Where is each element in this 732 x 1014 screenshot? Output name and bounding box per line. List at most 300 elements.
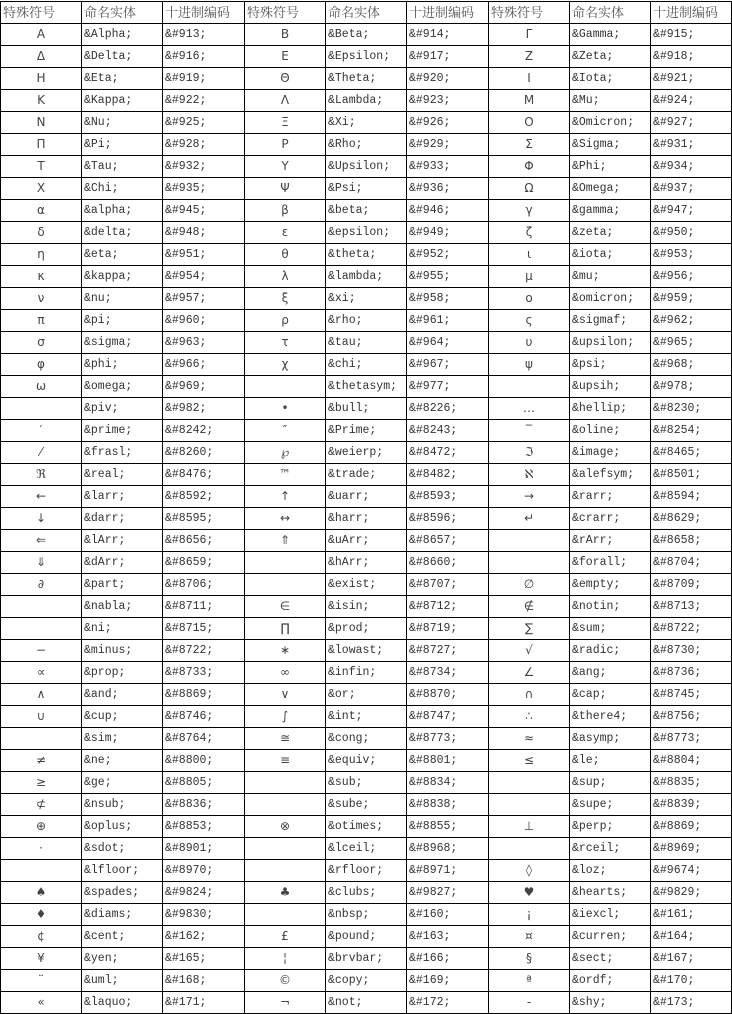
symbol-cell: ς xyxy=(489,310,570,332)
entity-name-cell: &sube; xyxy=(326,794,407,816)
decimal-code-cell: &#8501; xyxy=(651,464,732,486)
symbol-cell: ≤ xyxy=(489,750,570,772)
decimal-code-cell: &#8727; xyxy=(407,640,489,662)
entity-name-cell: &real; xyxy=(82,464,163,486)
entity-name-cell: &iota; xyxy=(570,244,651,266)
entity-name-cell: &pi; xyxy=(82,310,163,332)
decimal-code-cell: &#933; xyxy=(407,156,489,178)
entity-name-cell: &darr; xyxy=(82,508,163,530)
decimal-code-cell: &#937; xyxy=(651,178,732,200)
entity-name-cell: &oline; xyxy=(570,420,651,442)
entity-name-cell: &sum; xyxy=(570,618,651,640)
entity-name-cell: &bull; xyxy=(326,398,407,420)
entity-table xyxy=(0,1,732,1014)
decimal-code-cell: &#922; xyxy=(163,90,245,112)
symbol-cell: Ι xyxy=(489,68,570,90)
entity-name-cell: &part; xyxy=(82,574,163,596)
entity-name-cell: &sdot; xyxy=(82,838,163,860)
decimal-code-cell: &#8836; xyxy=(163,794,245,816)
entity-name-cell: &int; xyxy=(326,706,407,728)
decimal-code-cell: &#165; xyxy=(163,948,245,970)
symbol-cell: ← xyxy=(1,486,82,508)
entity-name-cell: &uml; xyxy=(82,970,163,992)
symbol-cell: ∧ xyxy=(1,684,82,706)
symbol-cell: → xyxy=(489,486,570,508)
decimal-code-cell: &#171; xyxy=(163,992,245,1014)
table-row xyxy=(1,90,732,112)
symbol-cell: ⇐ xyxy=(1,530,82,552)
entity-name-cell: &Phi; xyxy=(570,156,651,178)
symbol-cell xyxy=(1,860,82,882)
table-row xyxy=(1,860,732,882)
decimal-code-cell: &#919; xyxy=(163,68,245,90)
entity-name-cell: &Eta; xyxy=(82,68,163,90)
decimal-code-cell: &#8595; xyxy=(163,508,245,530)
symbol-cell: ≈ xyxy=(489,728,570,750)
entity-name-cell: &uArr; xyxy=(326,530,407,552)
symbol-cell: δ xyxy=(1,222,82,244)
symbol-cell: ∈ xyxy=(245,596,326,618)
symbol-cell: ¡ xyxy=(489,904,570,926)
symbol-cell: ª xyxy=(489,970,570,992)
symbol-cell: ♣ xyxy=(245,882,326,904)
entity-name-cell: &Zeta; xyxy=(570,46,651,68)
symbol-cell: ¦ xyxy=(245,948,326,970)
table-row xyxy=(1,618,732,640)
entity-name-cell: &spades; xyxy=(82,882,163,904)
decimal-code-cell: &#913; xyxy=(163,24,245,46)
decimal-code-cell: &#964; xyxy=(407,332,489,354)
entity-name-cell: &Omega; xyxy=(570,178,651,200)
symbol-cell: γ xyxy=(489,200,570,222)
decimal-code-cell: &#8746; xyxy=(163,706,245,728)
decimal-code-cell: &#960; xyxy=(163,310,245,332)
decimal-code-cell: &#921; xyxy=(651,68,732,90)
decimal-code-cell: &#8476; xyxy=(163,464,245,486)
entity-name-cell: &prod; xyxy=(326,618,407,640)
decimal-code-cell: &#8629; xyxy=(651,508,732,530)
table-row xyxy=(1,68,732,90)
table-row xyxy=(1,992,732,1014)
table-row xyxy=(1,266,732,288)
decimal-code-cell: &#928; xyxy=(163,134,245,156)
entity-name-cell: &supe; xyxy=(570,794,651,816)
table-row xyxy=(1,816,732,838)
symbol-cell: ‾ xyxy=(489,420,570,442)
symbol-cell: σ xyxy=(1,332,82,354)
symbol-cell: ∗ xyxy=(245,640,326,662)
symbol-cell: α xyxy=(1,200,82,222)
table-row xyxy=(1,442,732,464)
symbol-cell: ψ xyxy=(489,354,570,376)
symbol-cell: ξ xyxy=(245,288,326,310)
decimal-code-cell: &#920; xyxy=(407,68,489,90)
decimal-code-cell: &#8260; xyxy=(163,442,245,464)
table-row xyxy=(1,222,732,244)
entity-name-cell: &Gamma; xyxy=(570,24,651,46)
symbol-cell: ≅ xyxy=(245,728,326,750)
symbol-cell: φ xyxy=(1,354,82,376)
decimal-code-cell: &#8855; xyxy=(407,816,489,838)
symbol-cell xyxy=(1,728,82,750)
symbol-cell xyxy=(489,772,570,794)
decimal-code-cell: &#915; xyxy=(651,24,732,46)
decimal-code-cell: &#916; xyxy=(163,46,245,68)
entity-name-cell: &piv; xyxy=(82,398,163,420)
table-row xyxy=(1,970,732,992)
symbol-cell: Τ xyxy=(1,156,82,178)
decimal-code-cell: &#967; xyxy=(407,354,489,376)
entity-name-cell: &trade; xyxy=(326,464,407,486)
entity-name-cell: &harr; xyxy=(326,508,407,530)
entity-name-cell: &prop; xyxy=(82,662,163,684)
table-row xyxy=(1,420,732,442)
decimal-code-cell: &#8764; xyxy=(163,728,245,750)
decimal-code-cell: &#8594; xyxy=(651,486,732,508)
symbol-cell xyxy=(489,530,570,552)
decimal-code-cell: &#8242; xyxy=(163,420,245,442)
decimal-code-cell: &#952; xyxy=(407,244,489,266)
symbol-cell xyxy=(245,376,326,398)
symbol-cell: ′ xyxy=(1,420,82,442)
entity-name-cell: &beta; xyxy=(326,200,407,222)
entity-name-cell: &prime; xyxy=(82,420,163,442)
symbol-cell: Ν xyxy=(1,112,82,134)
symbol-cell: √ xyxy=(489,640,570,662)
entity-name-cell: &pound; xyxy=(326,926,407,948)
decimal-code-cell: &#8969; xyxy=(651,838,732,860)
symbol-cell xyxy=(1,618,82,640)
symbol-cell: ζ xyxy=(489,222,570,244)
symbol-cell xyxy=(1,398,82,420)
symbol-cell: Ω xyxy=(489,178,570,200)
entity-name-cell: &copy; xyxy=(326,970,407,992)
entity-name-cell: &otimes; xyxy=(326,816,407,838)
entity-name-cell: &sigma; xyxy=(82,332,163,354)
decimal-code-cell: &#923; xyxy=(407,90,489,112)
entity-name-cell: &Prime; xyxy=(326,420,407,442)
table-row xyxy=(1,772,732,794)
decimal-code-cell: &#945; xyxy=(163,200,245,222)
entity-name-cell: &psi; xyxy=(570,354,651,376)
header-decimal-code: 十进制编码 xyxy=(651,2,732,24)
table-row xyxy=(1,640,732,662)
entity-name-cell: &Kappa; xyxy=(82,90,163,112)
decimal-code-cell: &#977; xyxy=(407,376,489,398)
decimal-code-cell: &#927; xyxy=(651,112,732,134)
decimal-code-cell: &#958; xyxy=(407,288,489,310)
decimal-code-cell: &#9824; xyxy=(163,882,245,904)
symbol-cell: Χ xyxy=(1,178,82,200)
symbol-cell: ω xyxy=(1,376,82,398)
decimal-code-cell: &#953; xyxy=(651,244,732,266)
entity-name-cell: &hArr; xyxy=(326,552,407,574)
entity-name-cell: &or; xyxy=(326,684,407,706)
entity-name-cell: &Alpha; xyxy=(82,24,163,46)
decimal-code-cell: &#8230; xyxy=(651,398,732,420)
symbol-cell: ¤ xyxy=(489,926,570,948)
decimal-code-cell: &#934; xyxy=(651,156,732,178)
decimal-code-cell: &#9830; xyxy=(163,904,245,926)
entity-name-cell: &lArr; xyxy=(82,530,163,552)
decimal-code-cell: &#929; xyxy=(407,134,489,156)
symbol-cell: ι xyxy=(489,244,570,266)
entity-name-cell: &Upsilon; xyxy=(326,156,407,178)
symbol-cell: Ξ xyxy=(245,112,326,134)
decimal-code-cell: &#8465; xyxy=(651,442,732,464)
decimal-code-cell: &#8659; xyxy=(163,552,245,574)
table-row xyxy=(1,904,732,926)
decimal-code-cell: &#924; xyxy=(651,90,732,112)
entity-name-cell: &Tau; xyxy=(82,156,163,178)
entity-name-cell: &ang; xyxy=(570,662,651,684)
symbol-cell: θ xyxy=(245,244,326,266)
symbol-cell: Γ xyxy=(489,24,570,46)
symbol-cell xyxy=(489,552,570,574)
decimal-code-cell: &#8747; xyxy=(407,706,489,728)
decimal-code-cell: &#8243; xyxy=(407,420,489,442)
table-row xyxy=(1,508,732,530)
decimal-code-cell: &#8870; xyxy=(407,684,489,706)
table-row xyxy=(1,596,732,618)
table-row xyxy=(1,398,732,420)
entity-name-cell: &nsub; xyxy=(82,794,163,816)
decimal-code-cell: &#935; xyxy=(163,178,245,200)
header-entity-name: 命名实体 xyxy=(82,2,163,24)
entity-name-cell: &lambda; xyxy=(326,266,407,288)
header-decimal-code: 十进制编码 xyxy=(163,2,245,24)
symbol-cell: ∉ xyxy=(489,596,570,618)
table-row xyxy=(1,288,732,310)
symbol-cell: ♥ xyxy=(489,882,570,904)
symbol-cell xyxy=(489,376,570,398)
entity-name-cell: &sect; xyxy=(570,948,651,970)
entity-name-cell: &omicron; xyxy=(570,288,651,310)
symbol-cell: β xyxy=(245,200,326,222)
entity-name-cell: &eta; xyxy=(82,244,163,266)
decimal-code-cell: &#8805; xyxy=(163,772,245,794)
entity-name-cell: &Iota; xyxy=(570,68,651,90)
decimal-code-cell: &#982; xyxy=(163,398,245,420)
entity-name-cell: &cap; xyxy=(570,684,651,706)
symbol-cell: ν xyxy=(1,288,82,310)
entity-name-cell: &lceil; xyxy=(326,838,407,860)
decimal-code-cell: &#954; xyxy=(163,266,245,288)
decimal-code-cell: &#917; xyxy=(407,46,489,68)
entity-name-cell: &rarr; xyxy=(570,486,651,508)
entity-name-cell: &diams; xyxy=(82,904,163,926)
decimal-code-cell: &#8704; xyxy=(651,552,732,574)
entity-name-cell: &ordf; xyxy=(570,970,651,992)
entity-name-cell: &crarr; xyxy=(570,508,651,530)
symbol-cell: ≡ xyxy=(245,750,326,772)
decimal-code-cell: &#8756; xyxy=(651,706,732,728)
entity-name-cell: &lowast; xyxy=(326,640,407,662)
table-row xyxy=(1,112,732,134)
decimal-code-cell: &#8709; xyxy=(651,574,732,596)
decimal-code-cell: &#8839; xyxy=(651,794,732,816)
symbol-cell xyxy=(489,794,570,816)
symbol-cell: ∝ xyxy=(1,662,82,684)
symbol-cell xyxy=(245,552,326,574)
decimal-code-cell: &#8712; xyxy=(407,596,489,618)
symbol-cell: υ xyxy=(489,332,570,354)
entity-name-cell: &infin; xyxy=(326,662,407,684)
symbol-cell: ◊ xyxy=(489,860,570,882)
table-row xyxy=(1,486,732,508)
entity-name-cell: &exist; xyxy=(326,574,407,596)
symbol-cell: ¨ xyxy=(1,970,82,992)
table-row xyxy=(1,354,732,376)
symbol-cell xyxy=(489,838,570,860)
symbol-cell xyxy=(245,860,326,882)
table-row xyxy=(1,530,732,552)
entity-name-cell: &Nu; xyxy=(82,112,163,134)
symbol-cell: ∏ xyxy=(245,618,326,640)
decimal-code-cell: &#978; xyxy=(651,376,732,398)
symbol-cell: Φ xyxy=(489,156,570,178)
entity-name-cell: &nabla; xyxy=(82,596,163,618)
decimal-code-cell: &#8834; xyxy=(407,772,489,794)
entity-name-cell: &asymp; xyxy=(570,728,651,750)
table-row xyxy=(1,794,732,816)
decimal-code-cell: &#8713; xyxy=(651,596,732,618)
decimal-code-cell: &#968; xyxy=(651,354,732,376)
symbol-cell: ♠ xyxy=(1,882,82,904)
entity-name-cell: &zeta; xyxy=(570,222,651,244)
entity-name-cell: &perp; xyxy=(570,816,651,838)
header-entity-name: 命名实体 xyxy=(326,2,407,24)
entity-name-cell: &larr; xyxy=(82,486,163,508)
symbol-cell: ⇑ xyxy=(245,530,326,552)
entity-name-cell: &delta; xyxy=(82,222,163,244)
symbol-cell: ℜ xyxy=(1,464,82,486)
symbol-cell: Δ xyxy=(1,46,82,68)
symbol-cell: ¢ xyxy=(1,926,82,948)
decimal-code-cell: &#8968; xyxy=(407,838,489,860)
decimal-code-cell: &#8835; xyxy=(651,772,732,794)
header-symbol: 特殊符号 xyxy=(489,2,570,24)
decimal-code-cell: &#957; xyxy=(163,288,245,310)
table-row xyxy=(1,882,732,904)
decimal-code-cell: &#8970; xyxy=(163,860,245,882)
entity-name-cell: &Sigma; xyxy=(570,134,651,156)
symbol-cell: ⁄ xyxy=(1,442,82,464)
decimal-code-cell: &#955; xyxy=(407,266,489,288)
entity-name-cell: &Chi; xyxy=(82,178,163,200)
symbol-cell xyxy=(245,772,326,794)
symbol-cell: ¥ xyxy=(1,948,82,970)
decimal-code-cell: &#946; xyxy=(407,200,489,222)
symbol-cell: ″ xyxy=(245,420,326,442)
symbol-cell: Θ xyxy=(245,68,326,90)
entity-name-cell: &omega; xyxy=(82,376,163,398)
entity-name-cell: &ni; xyxy=(82,618,163,640)
header-decimal-code: 十进制编码 xyxy=(407,2,489,24)
decimal-code-cell: &#925; xyxy=(163,112,245,134)
symbol-cell: ε xyxy=(245,222,326,244)
symbol-cell: ∞ xyxy=(245,662,326,684)
entity-name-cell: &le; xyxy=(570,750,651,772)
table-row xyxy=(1,464,732,486)
decimal-code-cell: &#931; xyxy=(651,134,732,156)
decimal-code-cell: &#962; xyxy=(651,310,732,332)
entity-name-cell: &nu; xyxy=(82,288,163,310)
symbol-cell: ⇓ xyxy=(1,552,82,574)
table-row xyxy=(1,46,732,68)
symbol-cell: ∅ xyxy=(489,574,570,596)
header-symbol: 特殊符号 xyxy=(245,2,326,24)
decimal-code-cell: &#167; xyxy=(651,948,732,970)
decimal-code-cell: &#8592; xyxy=(163,486,245,508)
symbol-cell: ≥ xyxy=(1,772,82,794)
table-row xyxy=(1,574,732,596)
entity-name-cell: &laquo; xyxy=(82,992,163,1014)
symbol-cell: • xyxy=(245,398,326,420)
table-row xyxy=(1,310,732,332)
decimal-code-cell: &#9829; xyxy=(651,882,732,904)
decimal-code-cell: &#166; xyxy=(407,948,489,970)
entity-name-cell: &minus; xyxy=(82,640,163,662)
decimal-code-cell: &#8472; xyxy=(407,442,489,464)
decimal-code-cell: &#161; xyxy=(651,904,732,926)
entity-name-cell: &cong; xyxy=(326,728,407,750)
entity-name-cell: &Rho; xyxy=(326,134,407,156)
decimal-code-cell: &#965; xyxy=(651,332,732,354)
decimal-code-cell: &#168; xyxy=(163,970,245,992)
entity-name-cell: &and; xyxy=(82,684,163,706)
decimal-code-cell: &#8593; xyxy=(407,486,489,508)
entity-name-cell: &upsilon; xyxy=(570,332,651,354)
symbol-cell: ℵ xyxy=(489,464,570,486)
decimal-code-cell: &#932; xyxy=(163,156,245,178)
decimal-code-cell: &#160; xyxy=(407,904,489,926)
table-row xyxy=(1,662,732,684)
symbol-cell: π xyxy=(1,310,82,332)
header-symbol: 特殊符号 xyxy=(1,2,82,24)
table-row xyxy=(1,332,732,354)
entity-name-cell: &epsilon; xyxy=(326,222,407,244)
decimal-code-cell: &#8800; xyxy=(163,750,245,772)
entity-name-cell: &sim; xyxy=(82,728,163,750)
decimal-code-cell: &#8719; xyxy=(407,618,489,640)
table-row xyxy=(1,838,732,860)
symbol-cell: ∂ xyxy=(1,574,82,596)
entity-name-cell: &theta; xyxy=(326,244,407,266)
decimal-code-cell: &#8722; xyxy=(651,618,732,640)
decimal-code-cell: &#948; xyxy=(163,222,245,244)
entity-name-cell: &chi; xyxy=(326,354,407,376)
entity-name-cell: &phi; xyxy=(82,354,163,376)
symbol-cell: ρ xyxy=(245,310,326,332)
table-row xyxy=(1,728,732,750)
decimal-code-cell: &#947; xyxy=(651,200,732,222)
symbol-cell: © xyxy=(245,970,326,992)
entity-name-cell: &nbsp; xyxy=(326,904,407,926)
symbol-cell: ♦ xyxy=(1,904,82,926)
table-row xyxy=(1,156,732,178)
decimal-code-cell: &#9827; xyxy=(407,882,489,904)
entity-name-cell: &equiv; xyxy=(326,750,407,772)
decimal-code-cell: &#162; xyxy=(163,926,245,948)
entity-name-cell: &thetasym; xyxy=(326,376,407,398)
entity-name-cell: &yen; xyxy=(82,948,163,970)
entity-name-cell: &tau; xyxy=(326,332,407,354)
entity-name-cell: &forall; xyxy=(570,552,651,574)
decimal-code-cell: &#956; xyxy=(651,266,732,288)
symbol-cell: « xyxy=(1,992,82,1014)
entity-name-cell: &iexcl; xyxy=(570,904,651,926)
